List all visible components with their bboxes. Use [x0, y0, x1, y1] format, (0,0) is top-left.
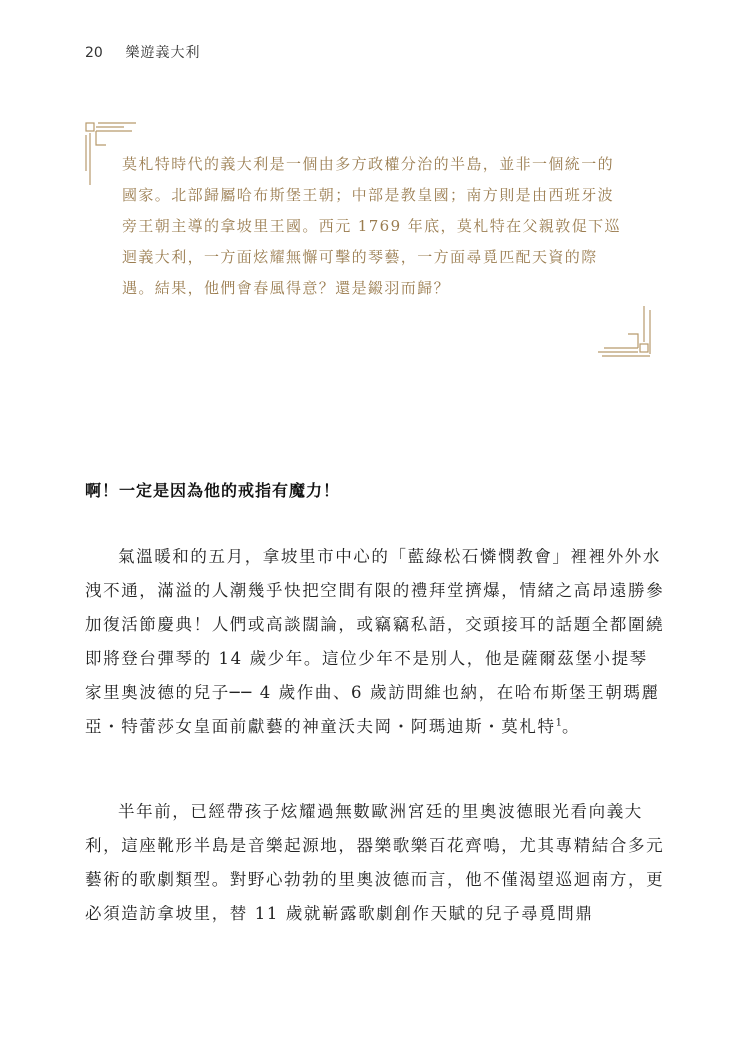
book-title: 樂遊義大利 [125, 45, 201, 61]
section-heading: 啊！一定是因為他的戒指有魔力！ [85, 481, 341, 500]
corner-ornament-bottom-right [596, 304, 652, 358]
paragraph-1-end: 。 [561, 717, 581, 736]
page-number: 20 [85, 45, 103, 61]
intro-text: 莫札特時代的義大利是一個由多方政權分治的半島，並非一個統一的國家。北部歸屬哈布斯堡王朝；中部是教皇國；南方則是由西班牙波旁王朝主導的拿坡里王國。西元 1769 年底，莫札特在父親敦促下巡迴義大利，一方面炫耀無懈可擊的琴藝，一方面尋覓匹配天資的際遇。結果，他們會春風得意？還是鎩羽而歸？ [122, 155, 621, 297]
body-paragraph-1 [85, 540, 665, 744]
footnote-marker[interactable]: 1 [555, 717, 562, 729]
paragraph-2-text: 半年前，已經帶孩子炫耀過無數歐洲宮廷的里奧波德眼光看向義大利，這座靴形半島是音樂起源地，器樂歌樂百花齊鳴，尤其專精結合多元藝術的歌劇類型。對野心勃勃的里奧波德而言，他不僅渴望巡迴南方，更必須造訪拿坡里，替 11 歲就嶄露歌劇創作天賦的兒子尋覓問鼎 [85, 802, 665, 923]
running-header [85, 42, 200, 62]
paragraph-text [85, 540, 665, 744]
paragraph-1-text: 氣溫暖和的五月，拿坡里市中心的「藍綠松石憐憫教會」裡裡外外水洩不通，滿溢的人潮幾乎快把空間有限的禮拜堂擠爆，情緒之高昂遠勝參加復活節慶典！人們或高談闊論，或竊竊私語，交頭接耳的話題全都圍繞即將登台彈琴的 14 歲少年。這位少年不是別人，他是薩爾茲堡小提琴家里奧波德的兒子── 4 歲作曲、6 歲訪問維也納，在哈布斯堡王朝瑪麗亞・特蕾莎女皇面前獻藝的神童沃夫岡・阿瑪迪斯・莫札特 [85, 547, 665, 736]
body-paragraph-2 [85, 795, 665, 931]
chapter-intro [122, 149, 622, 304]
